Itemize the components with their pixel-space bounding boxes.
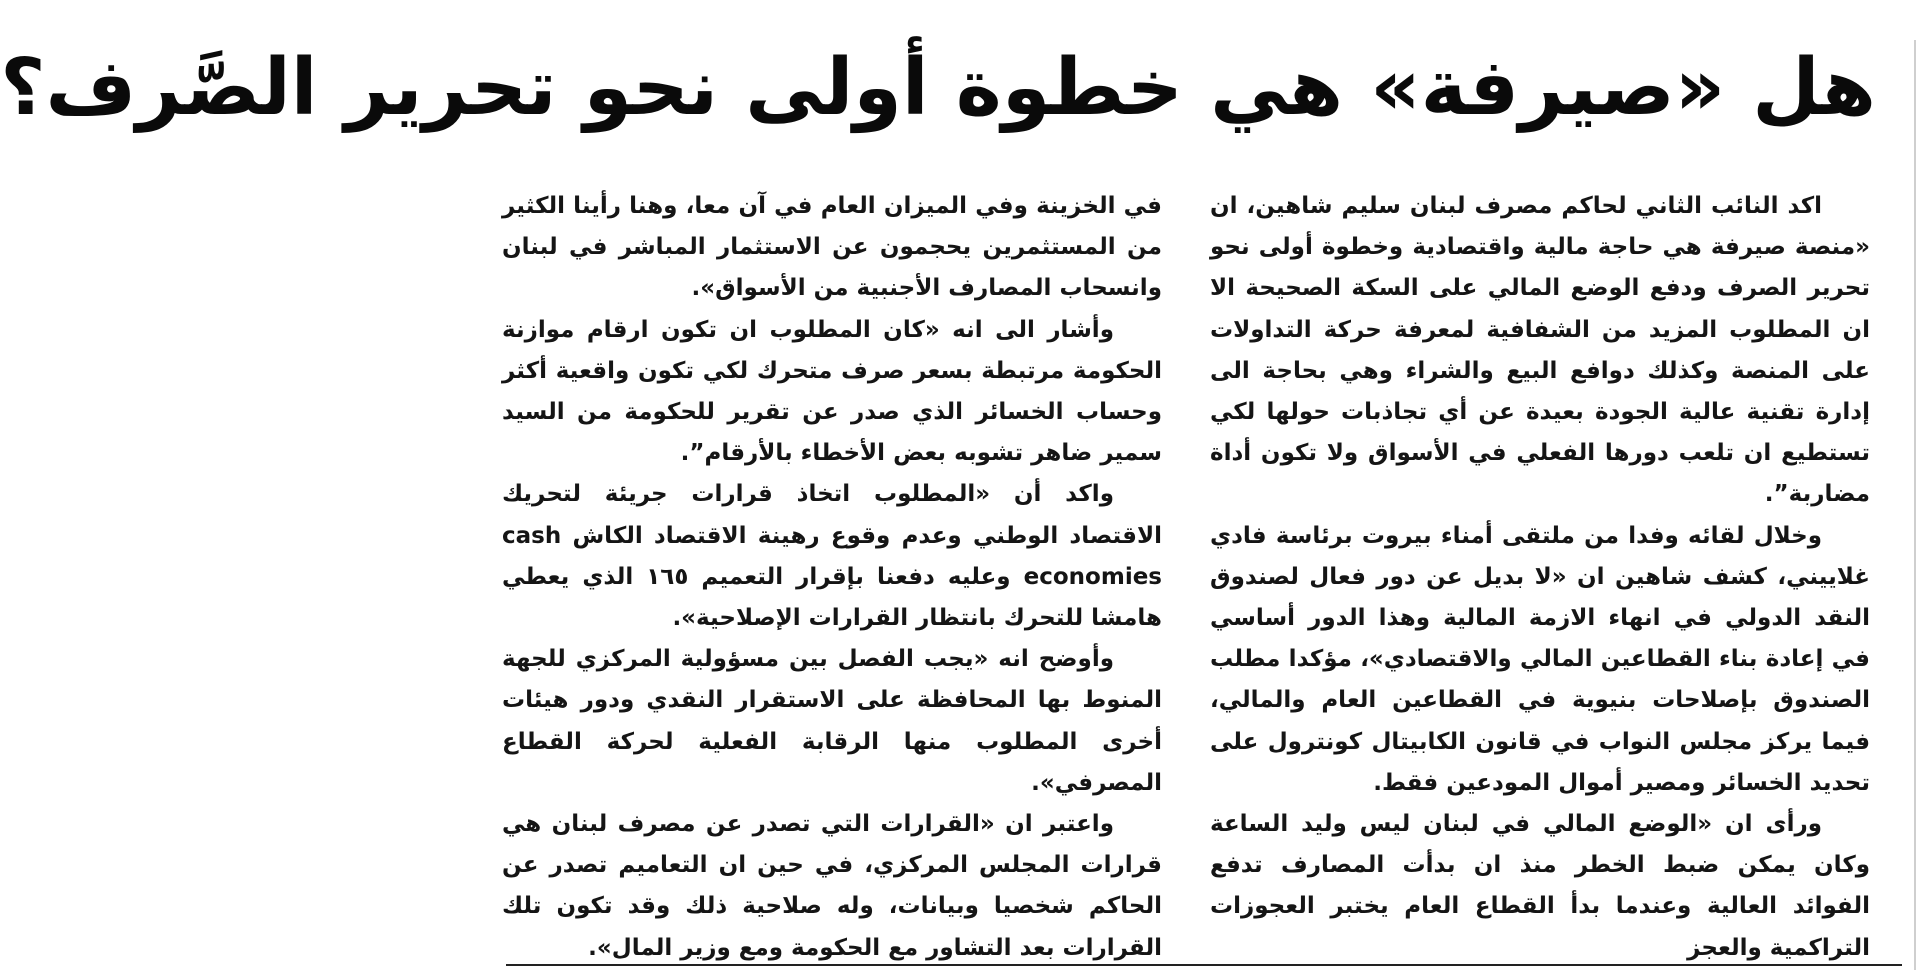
paragraph: وأشار الى انه «كان المطلوب ان تكون ارقام موازنة الحكومة مرتبطة بسعر صرف متحرك لكي تكون واقعية أكثر وحساب الخسائر الذي صدر عن تقرير للحكومة من السيد سمير ضاهر تشوبه بعض الأخطاء بالأرقام”.	[502, 316, 1162, 467]
paragraph: واكد أن «المطلوب اتخاذ قرارات جريئة لتحريك الاقتصاد الوطني وعدم وقوع رهينة الاقتصاد الكاش cash economies وعليه دفعنا بإقرار التعميم ١٦٥ الذي يعطي هامشا للتحرك بانتظار القرارات الإصلاحية».	[502, 481, 1162, 632]
paragraph: ورأى ان «الوضع المالي في لبنان ليس وليد الساعة وكان يمكن ضبط الخطر منذ ان بدأت المصارف تدفع الفوائد العالية وعندما بدأ القطاع العام يختبر العجوزات التراكمية والعجز	[1210, 811, 1870, 961]
bottom-divider	[506, 964, 1902, 966]
paragraph: في الخزينة وفي الميزان العام في آن معا، وهنا رأينا الكثير من المستثمرين يحجمون عن الاستثمار المباشر في لبنان وانسحاب المصارف الأجنبية من الأسواق».	[502, 193, 1162, 302]
article-headline: هل «صيرفة» هي خطوة أولى نحو تحرير الصَّرف؟	[0, 43, 1876, 133]
paragraph: وخلال لقائه وفدا من ملتقى أمناء بيروت برئاسة فادي غلاييني، كشف شاهين ان «لا بديل عن دور فعال لصندوق النقد الدولي في انهاء الازمة المالية وهذا الدور أساسي في إعادة بناء القطاعين المالي والاقتصادي»، مؤكدا مطلب الصندوق بإصلاحات بنيوية في القطاعين العام والمالي، فيما يركز مجلس النواب في قانون الكابيتال كونترول على تحديد الخسائر ومصير أموال المودعين فقط.	[1210, 522, 1870, 796]
paragraph: وأوضح انه «يجب الفصل بين مسؤولية المركزي للجهة المنوط بها المحافظة على الاستقرار النقدي ودور هيئات أخرى المطلوب منها الرقابة الفعلية لحركة القطاع المصرفي».	[502, 646, 1162, 796]
article-column-right	[1210, 186, 1870, 961]
paragraph: اكد النائب الثاني لحاكم مصرف لبنان سليم شاهين، ان «منصة صيرفة هي حاجة مالية واقتصادية وخطوة أولى نحو تحرير الصرف ودفع الوضع المالي على السكة الصحيحة الا ان المطلوب المزيد من الشفافية لمعرفة حركة التداولات على المنصة وكذلك دوافع البيع والشراء وهي بحاجة الى إدارة تقنية عالية الجودة بعيدة عن أي تجاذبات حولها لكي تستطيع ان تلعب دورها الفعلي في الأسواق ولا تكون أداة مضاربة”.	[1210, 193, 1870, 508]
article-column-left	[502, 186, 1162, 961]
paragraph: واعتبر ان «القرارات التي تصدر عن مصرف لبنان هي قرارات المجلس المركزي، في حين ان التعاميم تصدر عن الحاكم شخصيا وبيانات، وله صلاحية ذلك وقد تكون تلك القرارات بعد التشاور مع الحكومة ومع وزير المال».	[502, 811, 1162, 961]
